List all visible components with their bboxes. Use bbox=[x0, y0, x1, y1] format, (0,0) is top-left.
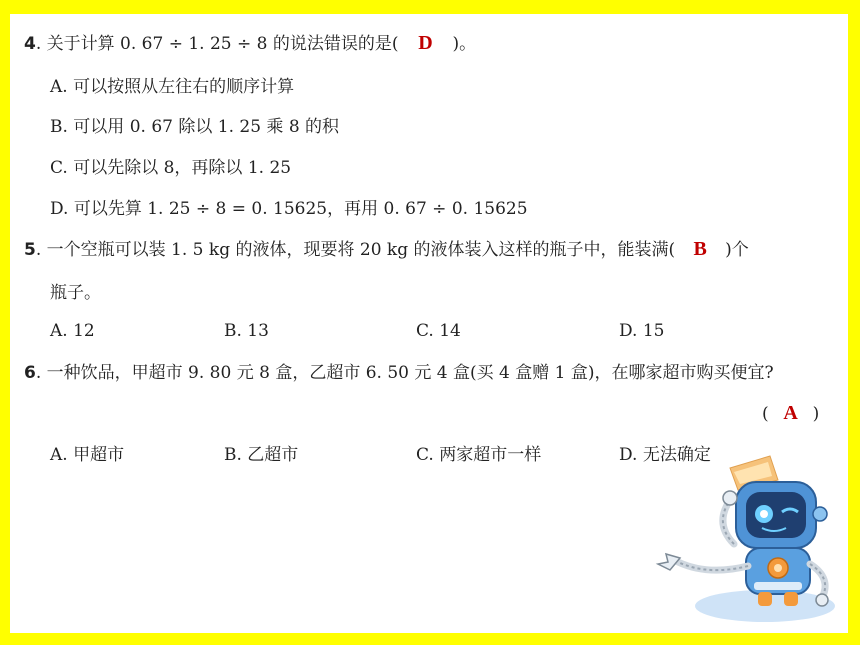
question-text-end: )。 bbox=[452, 34, 477, 54]
option-4b: B. 可以用 0. 67 除以 1. 25 乘 8 的积 bbox=[50, 117, 340, 137]
paren-open: ( bbox=[762, 404, 769, 424]
option-6b: B. 乙超市 bbox=[224, 445, 299, 465]
question-number: 5 bbox=[24, 240, 36, 260]
option-6a: A. 甲超市 bbox=[50, 445, 125, 465]
answer-mark: A bbox=[783, 402, 798, 424]
question-5-stem bbox=[24, 238, 749, 261]
option-5d: D. 15 bbox=[619, 321, 665, 341]
question-4-stem bbox=[24, 32, 476, 55]
paren-close: ) bbox=[812, 404, 820, 424]
option-4c: C. 可以先除以 8，再除以 1. 25 bbox=[50, 158, 292, 178]
question-number: 6 bbox=[24, 363, 36, 383]
option-6d: D. 无法确定 bbox=[619, 445, 711, 465]
question-text: . 一个空瓶可以装 1. 5 kg 的液体，现要将 20 kg 的液体装入这样的瓶子中，能装满( bbox=[35, 240, 676, 260]
option-6c: C. 两家超市一样 bbox=[416, 445, 542, 465]
answer-mark: B bbox=[693, 238, 707, 260]
question-text: . 关于计算 0. 67 ÷ 1. 25 ÷ 8 的说法错误的是( bbox=[35, 34, 399, 54]
option-4d: D. 可以先算 1. 25 ÷ 8 = 0. 15625，再用 0. 67 ÷ 0. 15625 bbox=[50, 199, 528, 219]
question-6-answer-line bbox=[762, 402, 819, 425]
option-5c: C. 14 bbox=[416, 321, 461, 341]
robot-mascot-icon bbox=[650, 446, 840, 626]
answer-mark: D bbox=[418, 32, 433, 54]
option-5a: A. 12 bbox=[50, 321, 95, 341]
worksheet-page bbox=[10, 14, 848, 633]
question-6-stem bbox=[24, 362, 774, 384]
option-4a: A. 可以按照从左往右的顺序计算 bbox=[50, 77, 295, 97]
question-text: . 一种饮品，甲超市 9. 80 元 8 盒，乙超市 6. 50 元 4 盒(买 4 盒赠 1 盒)，在哪家超市购买便宜? bbox=[35, 363, 774, 383]
question-text-end: )个 bbox=[725, 240, 749, 260]
question-number: 4 bbox=[24, 34, 36, 54]
option-5b: B. 13 bbox=[224, 321, 269, 341]
question-5-stem-line2: 瓶子。 bbox=[50, 283, 101, 303]
